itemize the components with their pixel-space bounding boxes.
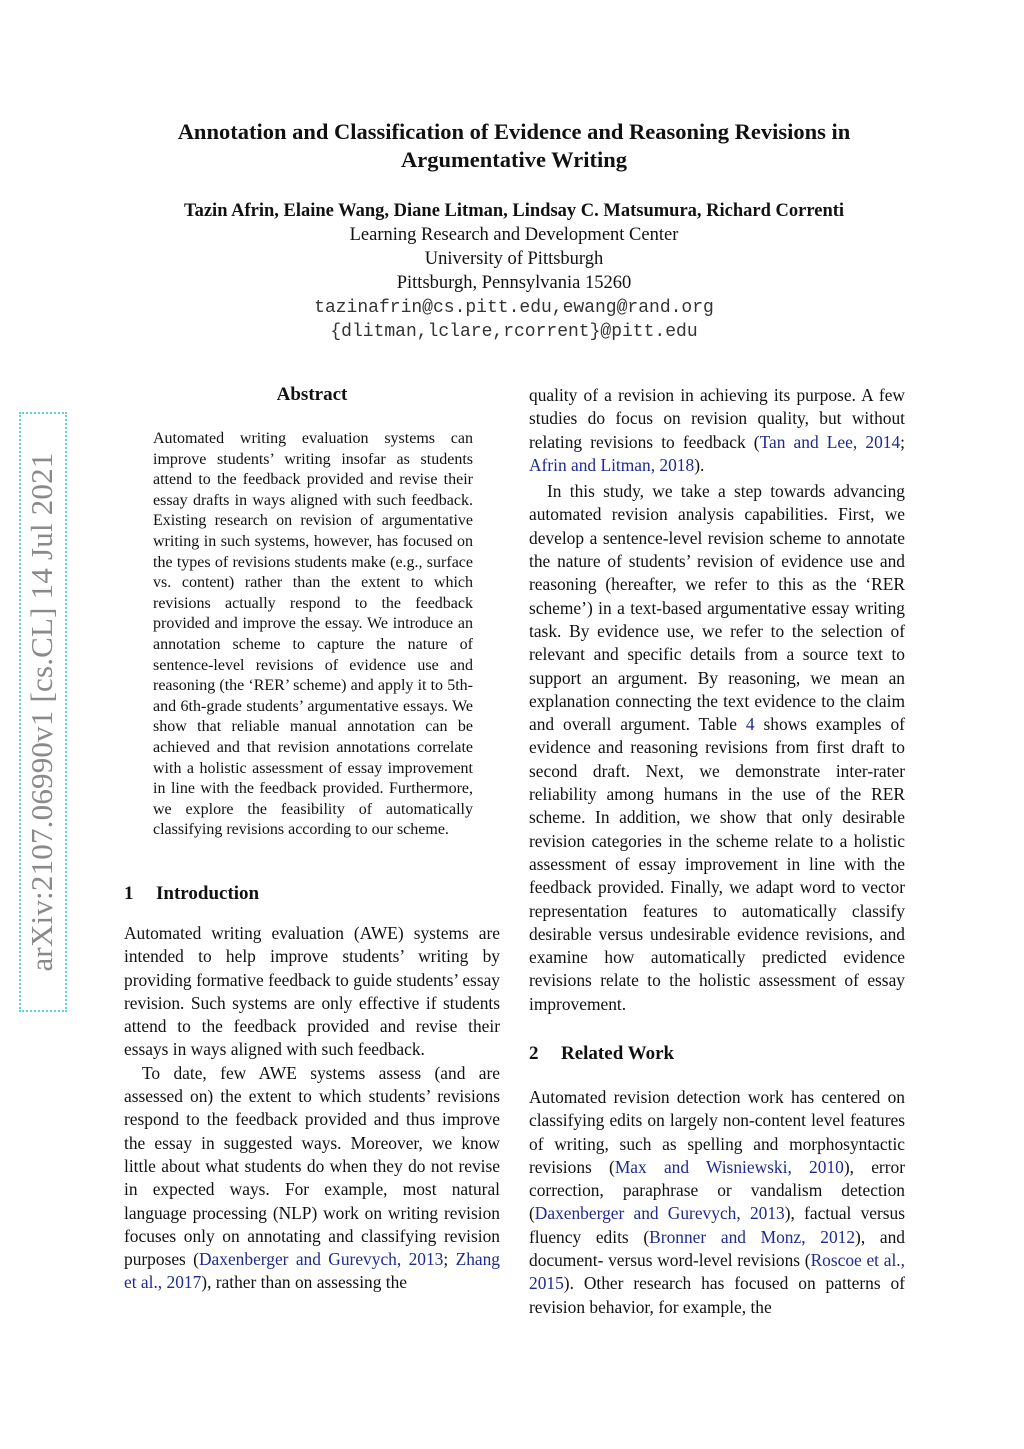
section-1-title: Introduction (156, 883, 260, 904)
affiliation-center: Learning Research and Development Center (349, 225, 679, 245)
section-1-heading (124, 883, 259, 905)
affiliation-address: Pittsburgh, Pennsylvania 15260 (396, 273, 632, 293)
citation-zhang-2017[interactable]: Zhang et al., 2017 (124, 1249, 501, 1293)
citation-bronner-monz-2012[interactable]: Bronner and Monz, 2012 (649, 1226, 856, 1247)
section-2-number: 2 (529, 1043, 539, 1064)
left-column-body (124, 922, 500, 1295)
intro-paragraph-2: To date, few AWE systems assess (and are assessed on) the extent to which students’ revisions respond to the feedback provided and thus improve the essay in suggested ways. Moreover, we know little about what students do when they do not revise in expected ways. For example, most natural language processing (NLP) work on writing revision focuses only on annotating and classifying revision purposes (Daxenberger and Gurevych, 2013; Zhang et al., 2017), rather than on assessing the (124, 1062, 501, 1293)
intro-paragraph-3: quality of a revision in achieving its purpose. A few studies do focus on revision quality, but without relating revisions to feedback (Tan and Lee, 2014; Afrin and Litman, 2018). (529, 385, 905, 475)
citation-tan-lee-2014[interactable]: Tan and Lee, 2014 (759, 431, 901, 452)
intro-paragraph-4: In this study, we take a step towards advancing automated revision analysis capabilities. First, we develop a sentence-level revision scheme to annotate the nature of students’ revision of evidence use and reasoning (hereafter, we refer to this as the ‘RER scheme’) in a text-based argumentative essay writing task. By evidence use, we refer to the selection of relevant and specific details from a source text to support an argument. By reasoning, we mean an explanation connecting the text evidence to the claim and overall argument. Table 4 shows examples of evidence and reasoning revisions from first draft to second draft. Next, we demonstrate inter-rater reliability among humans in the use of the RER scheme. In addition, we show that only desirable revision categories in the scheme relate to a holistic assessment of essay improvement in line with the feedback provided. Finally, we adapt word to vector representation features to automatically classify desirable versus undesirable evidence revisions, and examine how automatically predicted evidence revisions relate to the holistic assessment of essay improvement. (529, 481, 905, 1014)
authors: Tazin Afrin, Elaine Wang, Diane Litman, Lindsay C. Matsumura, Richard Correnti (183, 201, 845, 221)
email-line-2: {dlitman,lclare,rcorrent}@pitt.edu (330, 322, 698, 342)
right-column-body (529, 384, 905, 1016)
section-2-heading (529, 1043, 674, 1065)
title-line-1: Annotation and Classification of Evidence and Reasoning Revisions in (177, 119, 851, 144)
citation-max-wisniewski-2010[interactable]: Max and Wisniewski, 2010 (614, 1156, 844, 1177)
affiliation-university: University of Pittsburgh (424, 249, 604, 269)
citation-roscoe-2015[interactable]: Roscoe et al., 2015 (529, 1250, 905, 1294)
table-ref-4[interactable]: 4 (745, 714, 755, 735)
abstract-heading: Abstract (276, 384, 348, 405)
citation-daxenberger-2013-b[interactable]: Daxenberger and Gurevych, 2013 (534, 1203, 785, 1224)
related-work-body (529, 1086, 905, 1319)
arxiv-stamp[interactable]: arXiv:2107.06990v1 [cs.CL] 14 Jul 2021 (19, 412, 67, 1012)
citation-daxenberger-2013[interactable]: Daxenberger and Gurevych, 2013 (198, 1249, 444, 1270)
related-paragraph-1: Automated revision detection work has centered on classifying edits on largely non-content level features of writing, such as spelling and morphosyntactic revisions (Max and Wisniewski, 2010), error correction, paraphrase or vandalism detection (Daxenberger and Gurevych, 2013), factual versus fluency edits (Bronner and Monz, 2012), and document- versus word-level revisions (Roscoe et al., 2015). Other research has focused on patterns of revision behavior, for example, the (529, 1087, 906, 1317)
email-line-1: tazinafrin@cs.pitt.edu,ewang@rand.org (314, 298, 714, 318)
section-1-number: 1 (124, 883, 134, 904)
citation-afrin-litman-2018[interactable]: Afrin and Litman, 2018 (529, 454, 695, 475)
intro-paragraph-1: Automated writing evaluation (AWE) systems are intended to help improve students’ writing by providing formative feedback to guide students’ essay revision. Such systems are only effective if students attend to the feedback provided and revise their essays in ways aligned with such feedback. (124, 923, 500, 1060)
title-line-2: Argumentative Writing (400, 147, 628, 172)
paper-title (100, 118, 928, 174)
abstract-text: Automated writing evaluation systems can improve students’ writing insofar as students attend to the feedback provided and revise their essay drafts in ways aligned with such feedback. Existing research on revision of argumentative writing in such systems, however, has focused on the types of revisions students make (e.g., surface vs. content) rather than the extent to which revisions actually respond to the feedback provided and improve the essay. We introduce an annotation scheme to capture the nature of sentence-level revisions of evidence use and reasoning (the ‘RER’ scheme) and apply it to 5th- and 6th-grade students’ argumentative essays. We show that reliable manual annotation can be achieved and that revision annotations correlate with a holistic assessment of essay improvement in line with the feedback provided. Furthermore, we explore the feasibility of automatically classifying revisions according to our scheme. (153, 430, 473, 839)
section-2-title: Related Work (561, 1043, 675, 1064)
